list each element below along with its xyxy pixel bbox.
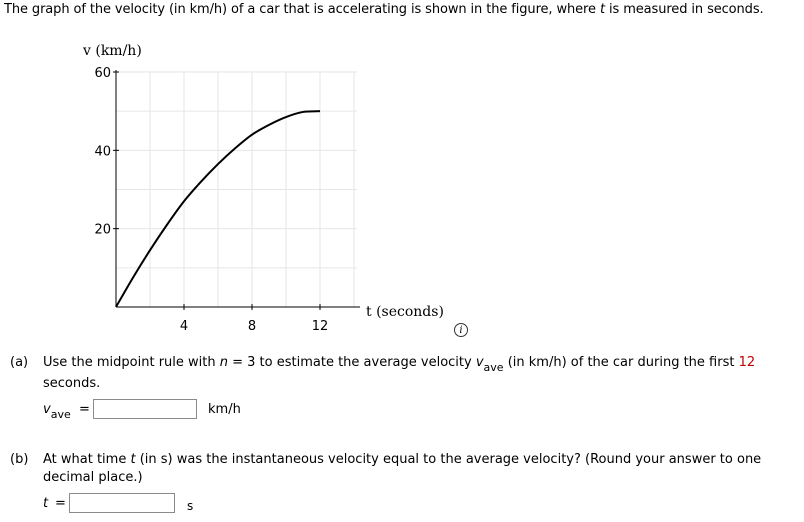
chart-axes bbox=[116, 70, 360, 307]
part-a-question-line2: seconds. bbox=[43, 376, 101, 391]
n-variable: n bbox=[219, 355, 228, 370]
unit-kmh: km/h bbox=[208, 402, 241, 417]
t-label bbox=[43, 496, 48, 511]
ave-subscript: ave bbox=[483, 361, 504, 374]
equals-sign: = bbox=[79, 402, 90, 417]
y-tick-label: 60 bbox=[94, 66, 111, 81]
part-a-text: (in km/h) of the car during the first bbox=[503, 355, 739, 370]
y-tick-label: 40 bbox=[94, 144, 111, 160]
part-b-text: (in s) was the instantaneous velocity equal to the average velocity? (Round your answer to one bbox=[135, 452, 762, 467]
v-variable: v bbox=[475, 355, 484, 370]
x-axis-label: t (seconds) bbox=[366, 304, 444, 320]
part-b-question bbox=[43, 452, 761, 467]
part-a-text: = 3 to estimate the average velocity bbox=[228, 355, 476, 370]
x-tick-label: 4 bbox=[179, 319, 189, 334]
t-input[interactable] bbox=[69, 493, 175, 513]
unit-s: s bbox=[187, 499, 194, 513]
v-ave-label bbox=[43, 402, 71, 421]
intro-text-end: is measured in seconds. bbox=[604, 2, 764, 17]
v-ave-sub: ave bbox=[50, 408, 71, 421]
x-tick-label: 8 bbox=[247, 319, 257, 334]
part-a-question bbox=[43, 355, 756, 374]
intro-text: The graph of the velocity (in km/h) of a car that is accelerating is shown in the figure, where bbox=[4, 2, 600, 17]
chart-ticks bbox=[94, 66, 328, 334]
t-variable: t bbox=[130, 452, 136, 467]
highlight-number: 12 bbox=[738, 355, 756, 370]
info-icon[interactable]: i bbox=[454, 323, 468, 337]
part-a-text: Use the midpoint rule with bbox=[43, 355, 220, 370]
y-axis-label: v (km/h) bbox=[83, 43, 142, 59]
v-ave-var: v bbox=[43, 402, 51, 417]
intro-t-variable: t bbox=[599, 2, 605, 17]
equals-sign: = bbox=[55, 496, 66, 511]
part-b-label: (b) bbox=[10, 452, 29, 467]
y-tick-label: 20 bbox=[94, 222, 111, 238]
part-b-text: At what time bbox=[43, 452, 131, 467]
part-a-label: (a) bbox=[10, 355, 29, 370]
part-b-question-line2: decimal place.) bbox=[43, 470, 143, 485]
t-var: t bbox=[43, 496, 49, 511]
chart-grid bbox=[116, 72, 357, 307]
x-tick-label: 12 bbox=[311, 319, 329, 334]
v-ave-input[interactable] bbox=[93, 399, 197, 419]
